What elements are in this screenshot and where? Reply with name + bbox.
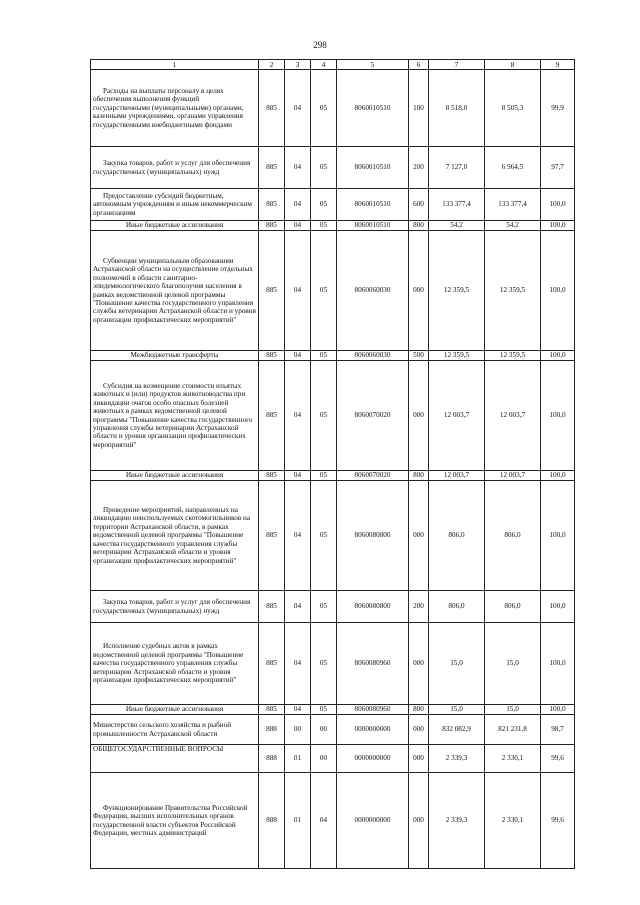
cell-admin-code: 885 [259, 591, 285, 623]
cell-expense-type: 600 [409, 189, 429, 221]
cell-target-article: 8060010510 [337, 70, 409, 147]
cell-subsection: 05 [311, 351, 337, 361]
cell-target-article: 8060080960 [337, 623, 409, 705]
cell-planned: 15,0 [429, 623, 485, 705]
table-row [91, 773, 575, 869]
cell-planned: 7 127,0 [429, 147, 485, 189]
table-row [91, 361, 575, 471]
cell-subsection: 05 [311, 70, 337, 147]
cell-planned: 2 339,3 [429, 745, 485, 773]
table-row [91, 70, 575, 147]
row-name: Закупка товаров, работ и услуг для обеспечения государственных (муниципальных) нужд [91, 147, 259, 189]
cell-section: 04 [285, 623, 311, 705]
row-name: Расходы на выплаты персоналу в целях обеспечения выполнения функций государственными (муниципальными) органами, казенными учреждениями, органами управления государственными внебюджетными фондами [91, 70, 259, 147]
column-header: 8 [485, 60, 541, 70]
cell-expense-type: 800 [409, 705, 429, 715]
cell-admin-code: 888 [259, 773, 285, 869]
cell-percent: 97,7 [541, 147, 575, 189]
cell-expense-type: 100 [409, 70, 429, 147]
column-header: 4 [311, 60, 337, 70]
cell-executed: 15,0 [485, 705, 541, 715]
cell-admin-code: 885 [259, 189, 285, 221]
cell-executed: 2 330,1 [485, 773, 541, 869]
table-row [91, 147, 575, 189]
table-row [91, 705, 575, 715]
cell-executed: 2 330,1 [485, 745, 541, 773]
cell-target-article: 8060060030 [337, 351, 409, 361]
cell-section: 04 [285, 471, 311, 481]
cell-percent: 100,0 [541, 481, 575, 591]
table-row [91, 715, 575, 745]
table-row [91, 471, 575, 481]
cell-expense-type: 000 [409, 481, 429, 591]
cell-subsection: 05 [311, 591, 337, 623]
column-header: 9 [541, 60, 575, 70]
row-name: Иные бюджетные ассигнования [91, 471, 259, 481]
cell-target-article: 0000000000 [337, 773, 409, 869]
cell-percent: 100,0 [541, 471, 575, 481]
cell-subsection: 05 [311, 623, 337, 705]
cell-target-article: 8060080800 [337, 481, 409, 591]
cell-percent: 100,0 [541, 231, 575, 351]
cell-admin-code: 885 [259, 351, 285, 361]
cell-planned: 54,2 [429, 221, 485, 231]
cell-percent: 100,0 [541, 351, 575, 361]
cell-admin-code: 885 [259, 231, 285, 351]
row-name: Проведение мероприятий, направленных на ликвидацию неиспользуемых скотомогильников на территории Астраханской области, в рамках ведомственной целевой программы "Повышение качества государственного управления службы ветеринарии Астраханской области и уровня организации профилактических мероприятий" [91, 481, 259, 591]
cell-section: 00 [285, 715, 311, 745]
cell-executed: 806,0 [485, 591, 541, 623]
cell-admin-code: 885 [259, 221, 285, 231]
cell-percent: 99,9 [541, 70, 575, 147]
cell-admin-code: 885 [259, 361, 285, 471]
row-name: Министерство сельского хозяйства и рыбной промышленности Астраханской области [91, 715, 259, 745]
cell-section: 04 [285, 70, 311, 147]
cell-percent: 100,0 [541, 221, 575, 231]
cell-executed: 12 003,7 [485, 471, 541, 481]
cell-percent: 100,0 [541, 591, 575, 623]
cell-percent: 99,6 [541, 745, 575, 773]
cell-planned: 2 339,3 [429, 773, 485, 869]
table-row [91, 221, 575, 231]
cell-target-article: 8060070020 [337, 361, 409, 471]
cell-subsection: 05 [311, 231, 337, 351]
cell-expense-type: 000 [409, 231, 429, 351]
cell-target-article: 0000000000 [337, 715, 409, 745]
cell-admin-code: 885 [259, 705, 285, 715]
cell-executed: 54,2 [485, 221, 541, 231]
table-row [91, 591, 575, 623]
cell-executed: 12 003,7 [485, 361, 541, 471]
cell-admin-code: 885 [259, 481, 285, 591]
row-name: Закупка товаров, работ и услуг для обеспечения государственных (муниципальных) нужд [91, 591, 259, 623]
cell-admin-code: 888 [259, 745, 285, 773]
cell-admin-code: 885 [259, 471, 285, 481]
column-header: 6 [409, 60, 429, 70]
cell-target-article: 8060080800 [337, 591, 409, 623]
cell-executed: 806,0 [485, 481, 541, 591]
cell-percent: 100,0 [541, 623, 575, 705]
cell-admin-code: 885 [259, 70, 285, 147]
cell-planned: 12 359,5 [429, 351, 485, 361]
cell-percent: 100,0 [541, 705, 575, 715]
cell-admin-code: 885 [259, 623, 285, 705]
page-number: 298 [313, 40, 327, 50]
cell-percent: 100,0 [541, 361, 575, 471]
cell-subsection: 00 [311, 715, 337, 745]
cell-admin-code: 888 [259, 715, 285, 745]
cell-executed: 12 359,5 [485, 231, 541, 351]
column-header: 3 [285, 60, 311, 70]
cell-section: 04 [285, 481, 311, 591]
row-name: Межбюджетные трансферты [91, 351, 259, 361]
cell-planned: 806,0 [429, 591, 485, 623]
cell-section: 01 [285, 745, 311, 773]
cell-target-article: 0000000000 [337, 745, 409, 773]
row-name: Функционирование Правительства Российской Федерации, высших исполнительных органов государственной власти субъектов Российской Федерации, местных администраций [91, 773, 259, 869]
cell-planned: 12 003,7 [429, 471, 485, 481]
cell-planned: 12 359,5 [429, 231, 485, 351]
row-name: ОБЩЕГОСУДАРСТВЕННЫЕ ВОПРОСЫ [91, 745, 259, 773]
column-header: 2 [259, 60, 285, 70]
table-header-row [91, 60, 575, 70]
cell-target-article: 8060060030 [337, 231, 409, 351]
cell-expense-type: 000 [409, 745, 429, 773]
table-row [91, 351, 575, 361]
cell-subsection: 05 [311, 189, 337, 221]
cell-percent: 100,0 [541, 189, 575, 221]
row-name: Субсидия на возмещение стоимости изъятых животных и (или) продуктов животноводства при ликвидации очагов особо опасных болезней животных в рамках ведомственной целевой программы "Повышение качества государственного управления службы ветеринарии Астраханской области и уровня организации профилактических мероприятий" [91, 361, 259, 471]
cell-expense-type: 000 [409, 773, 429, 869]
cell-target-article: 8060070020 [337, 471, 409, 481]
cell-subsection: 05 [311, 147, 337, 189]
cell-expense-type: 000 [409, 361, 429, 471]
cell-target-article: 8060010510 [337, 147, 409, 189]
cell-subsection: 04 [311, 773, 337, 869]
cell-executed: 8 505,3 [485, 70, 541, 147]
cell-section: 04 [285, 147, 311, 189]
cell-expense-type: 200 [409, 147, 429, 189]
cell-planned: 806,0 [429, 481, 485, 591]
cell-executed: 133 377,4 [485, 189, 541, 221]
cell-expense-type: 000 [409, 623, 429, 705]
table-row [91, 189, 575, 221]
cell-planned: 133 377,4 [429, 189, 485, 221]
cell-subsection: 05 [311, 471, 337, 481]
row-name: Предоставление субсидий бюджетным, автономным учреждениям и иным некоммерческим организациям [91, 189, 259, 221]
cell-percent: 99,6 [541, 773, 575, 869]
cell-executed: 12 359,5 [485, 351, 541, 361]
cell-section: 04 [285, 351, 311, 361]
row-name: Иные бюджетные ассигнования [91, 705, 259, 715]
cell-executed: 15,0 [485, 623, 541, 705]
table-row [91, 623, 575, 705]
cell-target-article: 8060010510 [337, 189, 409, 221]
cell-planned: 8 518,0 [429, 70, 485, 147]
table-row [91, 745, 575, 773]
row-name: Иные бюджетные ассигнования [91, 221, 259, 231]
column-header: 7 [429, 60, 485, 70]
cell-executed: 821 231,8 [485, 715, 541, 745]
cell-planned: 12 003,7 [429, 361, 485, 471]
table-row [91, 481, 575, 591]
cell-subsection: 05 [311, 361, 337, 471]
cell-admin-code: 885 [259, 147, 285, 189]
cell-subsection: 05 [311, 705, 337, 715]
row-name: Субвенции муниципальным образованиям Астраханской области на осуществление отдельных полномочий в области санитарно-эпидемиологического благополучия населения в рамках ведомственной целевой программы "Повышение качества государственного управления службы ветеринарии Астраханской области и уровня организации профилактических мероприятий" [91, 231, 259, 351]
cell-section: 04 [285, 591, 311, 623]
cell-planned: 832 082,9 [429, 715, 485, 745]
cell-expense-type: 200 [409, 591, 429, 623]
cell-subsection: 05 [311, 221, 337, 231]
cell-section: 04 [285, 221, 311, 231]
cell-executed: 6 964,5 [485, 147, 541, 189]
cell-section: 04 [285, 189, 311, 221]
cell-subsection: 00 [311, 745, 337, 773]
column-header: 5 [337, 60, 409, 70]
budget-table [90, 59, 575, 869]
cell-section: 04 [285, 705, 311, 715]
column-header: 1 [91, 60, 259, 70]
cell-target-article: 8060080960 [337, 705, 409, 715]
cell-expense-type: 800 [409, 221, 429, 231]
row-name: Исполнение судебных актов в рамках ведомственной целевой программы "Повышение качества государственного управления службы ветеринарии Астраханской области и уровня организации профилактических мероприятий" [91, 623, 259, 705]
cell-expense-type: 500 [409, 351, 429, 361]
cell-section: 01 [285, 773, 311, 869]
cell-expense-type: 000 [409, 715, 429, 745]
cell-percent: 98,7 [541, 715, 575, 745]
cell-section: 04 [285, 231, 311, 351]
cell-subsection: 05 [311, 481, 337, 591]
cell-expense-type: 800 [409, 471, 429, 481]
cell-planned: 15,0 [429, 705, 485, 715]
table-row [91, 231, 575, 351]
cell-target-article: 8060010510 [337, 221, 409, 231]
cell-section: 04 [285, 361, 311, 471]
